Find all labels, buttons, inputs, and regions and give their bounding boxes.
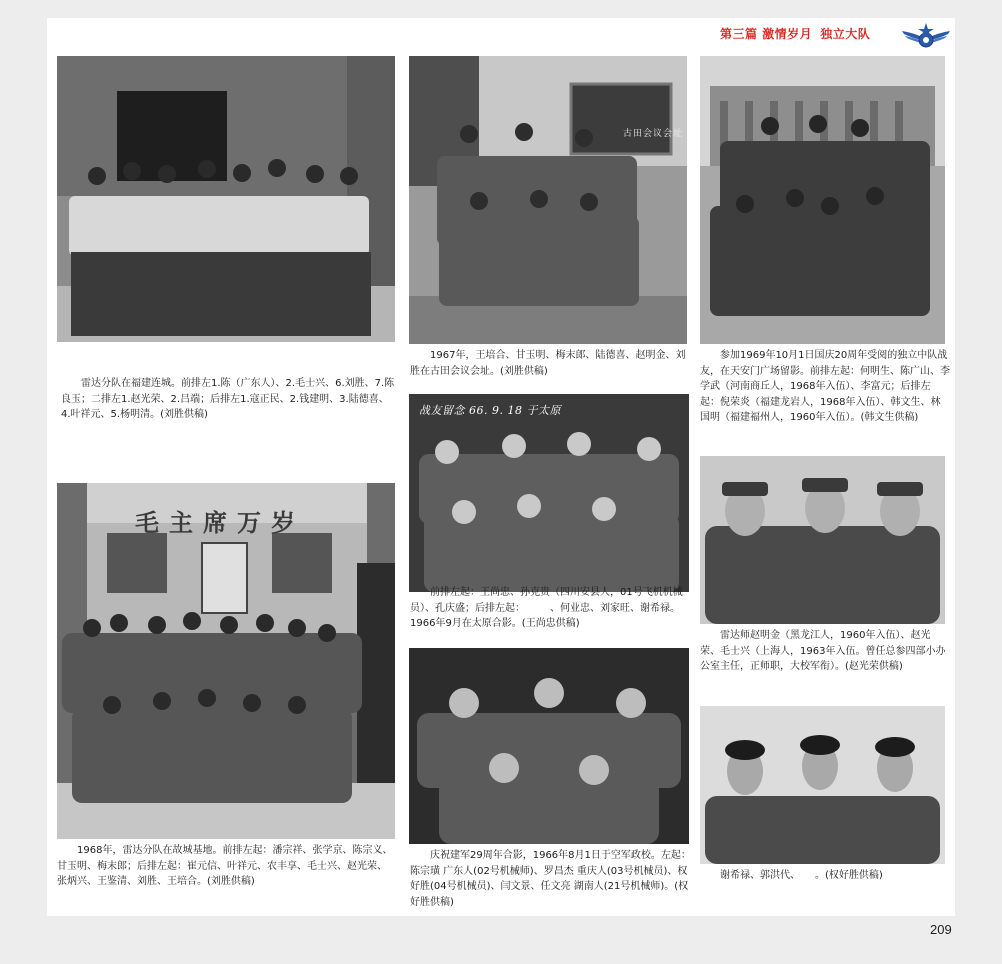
photo-army-day-group — [409, 648, 689, 844]
caption-photo-8: 谢希禄、郭洪代、 。(权好胜供稿) — [720, 870, 883, 881]
photo-zhao-mingjin-trio — [700, 456, 945, 624]
photo-xie-xilu-trio — [700, 706, 945, 864]
air-force-wings-icon — [900, 21, 952, 51]
caption-photo-2: 1967年，王培合、甘玉明、梅末郎、陆德喜、赵明金、刘胜在古田会议会址。(刘胜供稿) — [410, 350, 686, 377]
caption-photo-1: 雷达分队在福建连城。前排左1.陈（广东人）、2.毛士兴、6.刘胜、7.陈良玉；二排左1.赵光荣、2.吕端；后排左1.寇正民、2.钱建明、3.陆德喜、4.叶祥元、5.杨明清。(刘胜供稿) — [61, 378, 395, 420]
caption-photo-4: 前排左起：王尚忠、孙克贵（四川安县人，01号飞机机械员）、孔庆盛；后排左起： 、何业忠、刘家旺、谢希禄。1966年9月在太原合影。(王尚忠供稿) — [410, 587, 683, 629]
building-slogan: 毛主席万岁 — [135, 508, 305, 537]
monument-sign: 古田会议会址 — [623, 129, 684, 139]
page-header — [47, 18, 955, 52]
caption-photo-7: 庆祝建军29周年合影，1966年8月1日于空军政校。左起：陈宗璜 广东人(02号机械师)、罗昌杰 重庆人(03号机械员)、权好胜(04号机械员)、闫文景、任文亮 湖南人(21号机械师)。(权好胜供稿) — [410, 850, 691, 908]
part-title: 第三篇 激情岁月 — [720, 27, 813, 41]
photo-radar-unit-liancheng — [57, 56, 395, 342]
caption-photo-6: 雷达师赵明金（黑龙江人，1960年入伍）、赵光荣、毛士兴（上海人，1963年入伍。曾任总参四部小办公室主任，正师职，大校军衔）。(赵光荣供稿) — [700, 630, 946, 672]
page-number: 209 — [930, 922, 952, 937]
section-title: 独立大队 — [820, 27, 871, 41]
photo-inscription: 战友留念 66. 9. 18 于太原 — [419, 404, 561, 417]
caption-photo-3: 参加1969年10月1日国庆20周年受阅的独立中队战友，在天安门广场留影。前排左起：何明生、陈广山、李学武（河南商丘人，1968年入伍）、李富元；后排左起：倪荣炎（福建龙岩人，1968年入伍）、韩文生、林国明（福建福州人，1960年入伍）。(韩文生供稿) — [700, 350, 950, 423]
chapter-title — [720, 25, 870, 42]
photo-taiyuan-group — [409, 394, 689, 592]
caption-photo-5: 1968年，雷达分队在故城基地。前排左起：潘宗祥、张学京、陈宗义、甘玉明、梅末郎；后排左起：崔元信、叶祥元、农丰享、毛士兴、赵光荣、张炳兴、王鉴清、刘胜、王培合。(刘胜供稿) — [57, 845, 393, 887]
book-page — [47, 18, 955, 916]
photo-gutian-site — [409, 56, 687, 344]
photo-tiananmen-square — [700, 56, 945, 344]
